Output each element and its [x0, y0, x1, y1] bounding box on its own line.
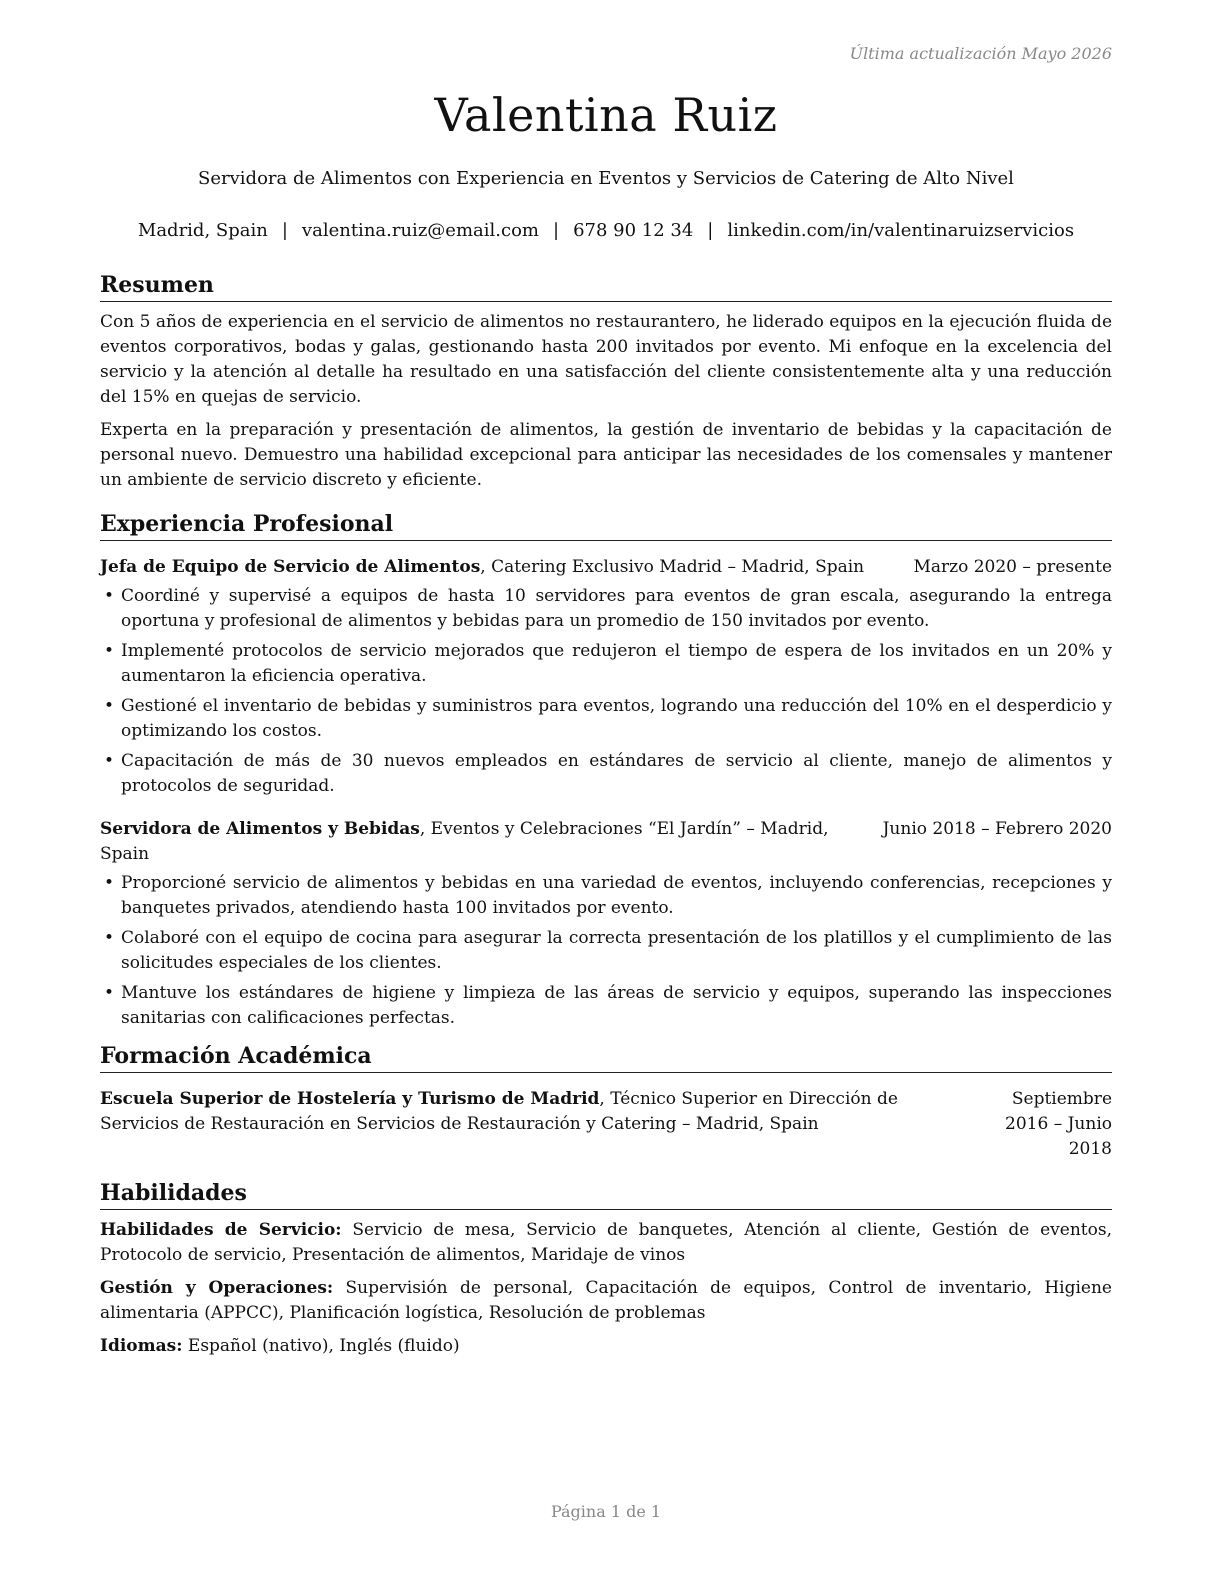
- bullet-icon: •: [104, 586, 115, 606]
- job-bullets: [100, 584, 1112, 799]
- experience-section: [100, 509, 1112, 1031]
- job-role: Jefa de Equipo de Servicio de Alimentos: [100, 557, 481, 577]
- headline: Servidora de Alimentos con Experiencia en Eventos y Servicios de Catering de Alto Nivel: [198, 168, 1014, 189]
- skill-value: Servicio de mesa, Servicio de banquetes, Atención al cliente, Gestión de eventos, Protocolo de servicio, Presentación de alimentos, Maridaje de vinos: [100, 1220, 1112, 1265]
- bullet-icon: •: [104, 751, 115, 771]
- contact-line: [0, 220, 1212, 241]
- bullet-icon: •: [104, 641, 115, 661]
- summary-section: [100, 270, 1112, 493]
- education-description: [100, 1087, 980, 1162]
- last-updated: Última actualización Mayo 2026: [849, 44, 1112, 63]
- separator: |: [552, 220, 560, 241]
- education-section: [100, 1041, 1112, 1162]
- bullet-icon: •: [104, 928, 115, 948]
- bullet-text: Gestioné el inventario de bebidas y suministros para eventos, logrando una reducción del 10% en el desperdicio y optimizando los costos.: [121, 696, 1112, 741]
- bullet-icon: •: [104, 696, 115, 716]
- list-item: [100, 694, 1112, 744]
- bullet-text: Proporcioné servicio de alimentos y bebidas en una variedad de eventos, incluyendo conferencias, recepciones y banquetes privados, atendiendo hasta 100 invitados por evento.: [121, 873, 1112, 918]
- list-item: [100, 749, 1112, 799]
- bullet-text: Coordiné y supervisé a equipos de hasta 10 servidores para eventos de gran escala, asegurando la entrega oportuna y profesional de alimentos y bebidas para un promedio de 150 invitados por evento.: [121, 586, 1112, 631]
- page-number: Página 1 de 1: [550, 1502, 662, 1521]
- job-header: [100, 817, 1112, 867]
- contact-phone[interactable]: 678 90 12 34: [573, 220, 694, 241]
- section-title-education: Formación Académica: [100, 1041, 1112, 1073]
- skill-label: Gestión y Operaciones:: [100, 1278, 334, 1298]
- bullet-text: Mantuve los estándares de higiene y limpieza de las áreas de servicio y equipos, superando las inspecciones sanitarias con calificaciones perfectas.: [121, 983, 1112, 1028]
- separator: |: [707, 220, 714, 241]
- summary-paragraph: Experta en la preparación y presentación de alimentos, la gestión de inventario de bebidas y la capacitación de personal nuevo. Demuestro una habilidad excepcional para anticipar las necesidades de los comensales y mantener un ambiente de servicio discreto y eficiente.: [100, 420, 1112, 490]
- job-company: , Catering Exclusivo Madrid – Madrid, Spain: [480, 557, 865, 577]
- candidate-name: Valentina Ruiz: [434, 88, 778, 142]
- contact-linkedin[interactable]: linkedin.com/in/valentinaruizservicios: [727, 220, 1075, 241]
- bullet-icon: •: [104, 873, 115, 893]
- list-item: [100, 981, 1112, 1031]
- skill-row: [100, 1334, 1112, 1359]
- education-dates: Septiembre 2016 – Junio 2018: [1005, 1089, 1112, 1159]
- bullet-text: Implementé protocolos de servicio mejorados que redujeron el tiempo de espera de los invitados en un 20% y aumentaron la eficiencia operativa.: [121, 641, 1112, 686]
- skill-value: Supervisión de personal, Capacitación de equipos, Control de inventario, Higiene alimentaria (APPCC), Planificación logística, Resolución de problemas: [100, 1278, 1112, 1323]
- job-dates: Junio 2018 – Febrero 2020: [882, 819, 1112, 839]
- job-company: , Eventos y Celebraciones “El Jardín” – Madrid, Spain: [100, 819, 829, 864]
- school-name: Escuela Superior de Hostelería y Turismo de Madrid: [100, 1089, 600, 1109]
- list-item: [100, 584, 1112, 634]
- list-item: [100, 639, 1112, 689]
- job-title-line: [100, 555, 864, 580]
- bullet-text: Colaboré con el equipo de cocina para asegurar la correcta presentación de los platillos y el cumplimiento de las solicitudes especiales de los clientes.: [121, 928, 1112, 973]
- job-role: Servidora de Alimentos y Bebidas: [100, 819, 420, 839]
- job-dates: Marzo 2020 – presente: [913, 557, 1112, 577]
- skill-label: Habilidades de Servicio:: [100, 1220, 342, 1240]
- list-item: [100, 926, 1112, 976]
- bullet-text: Capacitación de más de 30 nuevos empleados en estándares de servicio al cliente, manejo de alimentos y protocolos de seguridad.: [121, 751, 1112, 796]
- section-title-skills: Habilidades: [100, 1178, 1112, 1210]
- skill-row: [100, 1218, 1112, 1268]
- job-bullets: [100, 871, 1112, 1031]
- skill-label: Idiomas:: [100, 1336, 183, 1356]
- summary-paragraph: Con 5 años de experiencia en el servicio de alimentos no restaurantero, he liderado equipos en la ejecución fluida de eventos corporativos, bodas y galas, gestionando hasta 200 invitados por evento. Mi enfoque en la excelencia del servicio y la atención al detalle ha resultado en una satisfacción del cliente consistentemente alta y una reducción del 15% en quejas de servicio.: [100, 312, 1112, 407]
- skill-row: [100, 1276, 1112, 1326]
- job-header: [100, 555, 1112, 580]
- education-item: [100, 1087, 1112, 1162]
- resume-body: [100, 270, 1112, 1359]
- degree-detail: , Técnico Superior en Dirección de Servicios de Restauración en Servicios de Restauración y Catering – Madrid, Spain: [100, 1089, 898, 1134]
- list-item: [100, 871, 1112, 921]
- contact-email[interactable]: valentina.ruiz@email.com: [301, 220, 539, 241]
- separator: |: [281, 220, 288, 241]
- section-title-experience: Experiencia Profesional: [100, 509, 1112, 541]
- skill-value: Español (nativo), Inglés (fluido): [182, 1336, 460, 1356]
- bullet-icon: •: [104, 983, 115, 1003]
- skills-section: [100, 1178, 1112, 1359]
- contact-location: Madrid, Spain: [137, 220, 268, 241]
- job-title-line: [100, 817, 883, 867]
- section-title-summary: Resumen: [100, 270, 1112, 302]
